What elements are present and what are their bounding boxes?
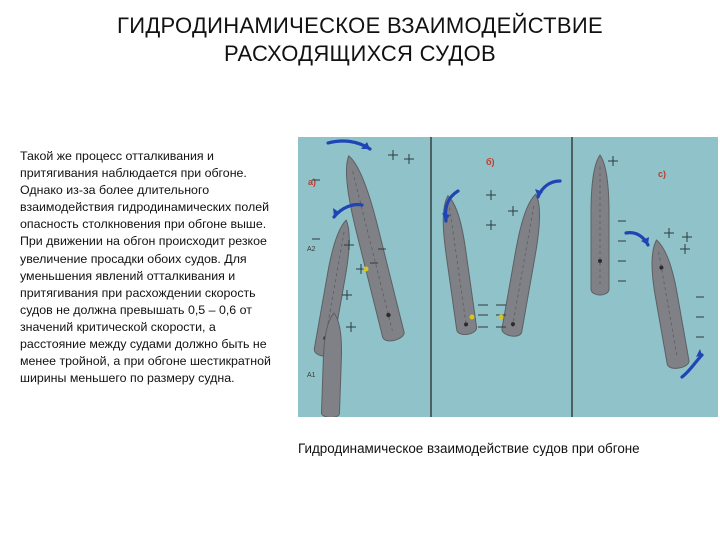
- title-line-1: ГИДРОДИНАМИЧЕСКОЕ ВЗАИМОДЕЙСТВИЕ: [117, 13, 603, 38]
- figure-caption: Гидродинамическое взаимодействие судов при обгоне: [298, 441, 640, 456]
- figure-svg: [298, 137, 718, 417]
- ship-label-a1: A1: [307, 372, 316, 379]
- slide-title: [40, 12, 680, 68]
- contact-marker: [470, 315, 475, 320]
- contact-marker: [364, 267, 369, 272]
- panel-label-a: а): [308, 177, 317, 187]
- body-text: Такой же процесс отталкивания и притягивания наблюдается при обгоне. Однако из-за более длительного взаимодействия гидродинамических полей опасность столкновения при обгоне выше. При движении на обгон происходит резкое увеличение просадки обоих судов. Для уменьшения явлений отталкивания и притягивания при расхождении скорость судов не должна превышать 0,5 – 0,6 от значений критической скорости, а расстояние между судами должно быть не менее тройной, а при обгоне шестикратной ширины меньшего по размеру судна.: [20, 149, 271, 386]
- overtaking-figure: [298, 137, 718, 417]
- panel-label-c: с): [658, 169, 667, 179]
- title-line-2: РАСХОДЯЩИХСЯ СУДОВ: [224, 41, 496, 66]
- ship-panel-c-top: [591, 155, 609, 295]
- panel-label-b: б): [486, 157, 495, 167]
- contact-marker: [499, 315, 504, 320]
- ship-label-a2: A2: [307, 246, 316, 253]
